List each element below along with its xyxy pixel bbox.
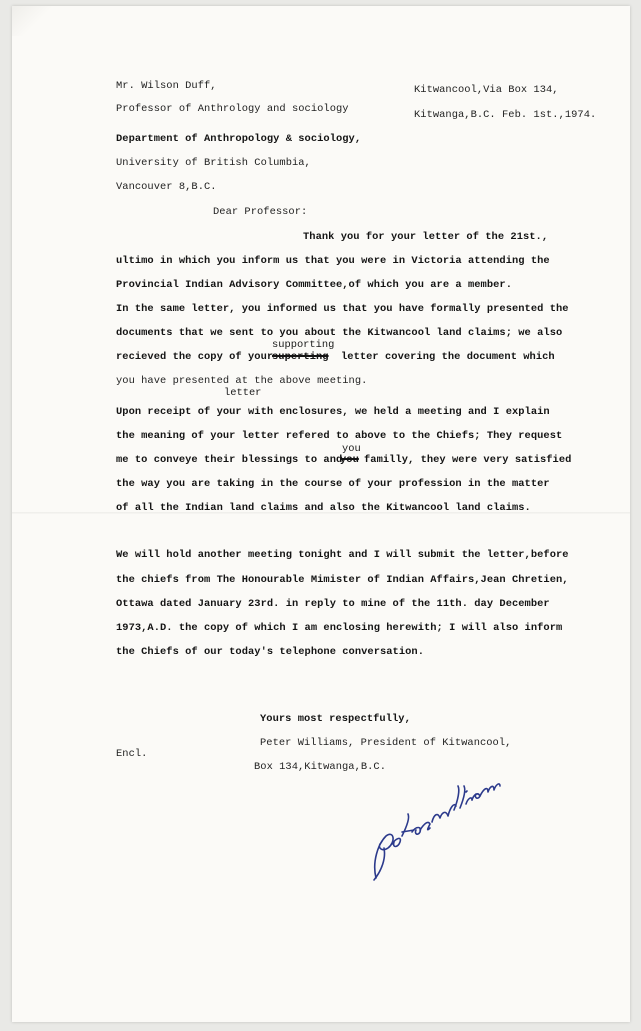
body-line-5: documents that we sent to you about the Kitwancool land claims; we also	[116, 327, 563, 339]
salutation: Dear Professor:	[213, 206, 308, 218]
body-line-1: Thank you for your letter of the 21st.,	[303, 231, 549, 243]
body-line-16: 1973,A.D. the copy of which I am enclosing herewith; I will also inform	[116, 622, 563, 634]
recipient-name: Mr. Wilson Duff,	[116, 80, 217, 92]
recipient-title: Professor of Anthrology and sociology	[116, 103, 349, 115]
body-line-8: Upon receipt of your with enclosures, we held a meeting and I explain	[116, 406, 550, 418]
body-line-9: the meaning of your letter refered to above to the Chiefs; They request	[116, 430, 563, 442]
insertion-supporting: supporting	[272, 339, 335, 351]
letter-page	[12, 6, 630, 1022]
body-line-2: ultimo in which you inform us that you were in Victoria attending the	[116, 255, 550, 267]
closing-address: Box 134,Kitwanga,B.C.	[254, 761, 386, 773]
recipient-city: Vancouver 8,B.C.	[116, 181, 217, 193]
body-line-4: In the same letter, you informed us that you have formally presented the	[116, 303, 569, 315]
insertion-you: you	[342, 443, 361, 455]
recipient-university: University of British Columbia,	[116, 157, 311, 169]
enclosure-note: Encl.	[116, 748, 148, 760]
body-line-6a: recieved the copy of your	[116, 351, 274, 363]
sender-address-date: Kitwanga,B.C. Feb. 1st.,1974.	[414, 109, 597, 121]
body-line-10b: familly, they were very satisfied	[364, 454, 572, 466]
sender-address-line-1: Kitwancool,Via Box 134,	[414, 84, 559, 96]
page-corner-fold	[12, 6, 52, 36]
closing-signatory: Peter Williams, President of Kitwancool,	[260, 737, 512, 749]
body-line-11: the way you are taking in the course of your profession in the matter	[116, 478, 550, 490]
insertion-letter: letter	[224, 387, 262, 399]
body-line-14: the chiefs from The Honourable Mimister of Indian Affairs,Jean Chretien,	[116, 574, 569, 586]
body-line-10a: me to conveye their blessings to and	[116, 454, 343, 466]
body-line-12: of all the Indian land claims and also the Kitwancool land claims.	[116, 502, 531, 514]
body-line-6b: letter covering the document which	[341, 351, 555, 363]
body-line-7: you have presented at the above meeting.	[116, 375, 368, 387]
recipient-department: Department of Anthropology & sociology,	[116, 133, 362, 145]
closing-phrase: Yours most respectfully,	[260, 713, 411, 725]
body-line-13: We will hold another meeting tonight and I will submit the letter,before	[116, 549, 569, 561]
body-line-17: the Chiefs of our today's telephone conversation.	[116, 646, 424, 658]
struck-word-you: you	[340, 454, 359, 466]
handwritten-signature	[362, 762, 502, 892]
body-line-3: Provincial Indian Advisory Committee,of which you are a member.	[116, 279, 512, 291]
struck-word-superting: superting	[272, 351, 329, 363]
body-line-15: Ottawa dated January 23rd. in reply to mine of the 11th. day December	[116, 598, 550, 610]
